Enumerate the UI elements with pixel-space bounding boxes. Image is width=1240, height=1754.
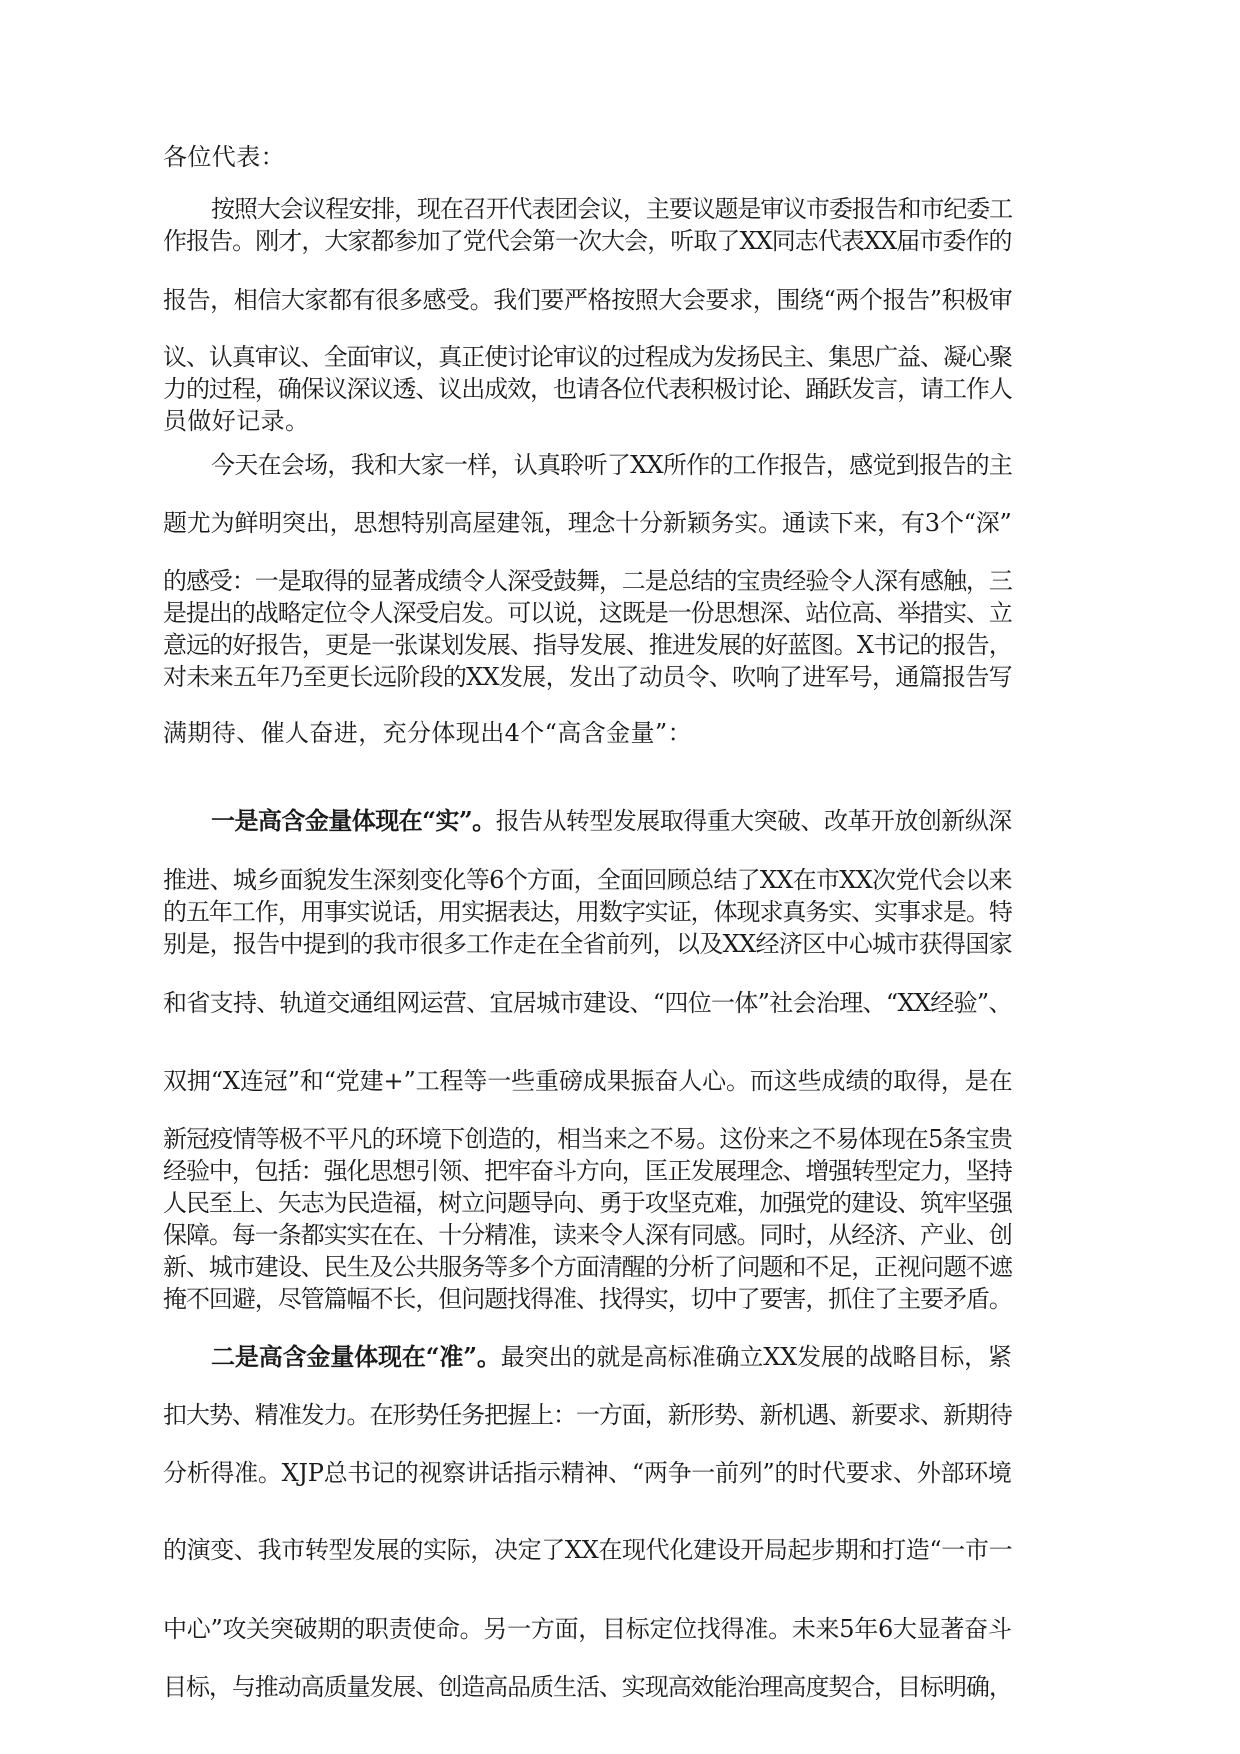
paragraph-3-line: 经验中，包括：强化思想引领、把牢奋斗方向，匡正发展理念、增强转型定力，坚持 — [163, 1157, 1012, 1185]
paragraph-3-line: 推进、城乡面貌发生深刻变化等6个方面，全面回顾总结了XX在市XX次党代会以来 — [163, 866, 1012, 894]
paragraph-4-first-line — [211, 1342, 1012, 1372]
salutation: 各位代表： — [163, 143, 285, 171]
paragraph-2-line: 意远的好报告，更是一张谋划发展、指导发展、推进发展的好蓝图。X书记的报告， — [163, 631, 1012, 659]
paragraph-1-line: 按照大会议程安排，现在召开代表团会议，主要议题是审议市委报告和市纪委工 — [211, 195, 1012, 223]
paragraph-2-line: 题尤为鲜明突出，思想特别高屋建瓴，理念十分新颖务实。通读下来，有3个“深” — [163, 509, 1012, 537]
paragraph-3-line: 新冠疫情等极不平凡的环境下创造的，相当来之不易。这份来之不易体现在5条宝贵 — [163, 1125, 1013, 1153]
paragraph-1-line: 议、认真审议、全面审议，真正使讨论审议的过程成为发扬民主、集思广益、凝心聚 — [163, 343, 1012, 371]
paragraph-1-line: 员做好记录。 — [163, 407, 310, 435]
paragraph-2-line: 满期待、催人奋进，充分体现出4个“高含金量”： — [163, 719, 693, 747]
paragraph-4-lead: 最突出的就是高标准确立XX发展的战略目标，紧 — [500, 1343, 1012, 1371]
paragraph-3-line: 的五年工作，用事实说话，用实据表达，用数字实证，体现求真务实、实事求是。特 — [163, 898, 1012, 926]
paragraph-2-line: 是提出的战略定位令人深受启发。可以说，这既是一份思想深、站位高、举措实、立 — [163, 599, 1012, 627]
paragraph-2-line: 对未来五年乃至更长远阶段的XX发展，发出了动员令、吹响了进军号，通篇报告写 — [163, 663, 1012, 691]
paragraph-3-line: 新、城市建设、民生及公共服务等多个方面清醒的分析了问题和不足，正视问题不遮 — [163, 1253, 1012, 1281]
paragraph-3-first-line — [211, 806, 1012, 836]
paragraph-4-line: 的演变、我市转型发展的实际，决定了XX在现代化建设开局起步期和打造“一市一 — [163, 1536, 1013, 1564]
paragraph-3-lead: 报告从转型发展取得重大突破、改革开放创新纵深 — [495, 807, 1012, 835]
paragraph-4-line: 目标，与推动高质量发展、创造高品质生活、实现高效能治理高度契合，目标明确， — [163, 1673, 1012, 1701]
paragraph-1-line: 力的过程，确保议深议透、议出成效，也请各位代表积极讨论、踊跃发言，请工作人 — [163, 375, 1012, 403]
paragraph-4-line: 扣大势、精准发力。在形势任务把握上：一方面，新形势、新机遇、新要求、新期待 — [163, 1401, 1012, 1429]
paragraph-1-line: 作报告。刚才，大家都参加了党代会第一次大会，听取了XX同志代表XX届市委作的 — [163, 227, 1012, 255]
paragraph-4-line: 中心”攻关突破期的职责使命。另一方面，目标定位找得准。未来5年6大显著奋斗 — [163, 1615, 1012, 1643]
paragraph-2-line: 的感受：一是取得的显著成绩令人深受鼓舞，二是总结的宝贵经验令人深有感触，三 — [163, 567, 1012, 595]
paragraph-3-heading: 一是高含金量体现在“实”。 — [211, 806, 496, 835]
paragraph-3-line: 保障。每一条都实实在在、十分精准，读来令人深有同感。同时，从经济、产业、创 — [163, 1221, 1012, 1249]
paragraph-3-line: 别是，报告中提到的我市很多工作走在全省前列，以及XX经济区中心城市获得国家 — [163, 930, 1012, 958]
paragraph-4-line: 分析得准。XJP总书记的视察讲话指示精神、“两争一前列”的时代要求、外部环境 — [163, 1459, 1012, 1487]
paragraph-4-heading: 二是高含金量体现在“准”。 — [211, 1342, 501, 1371]
paragraph-2-line: 今天在会场，我和大家一样，认真聆听了XX所作的工作报告，感觉到报告的主 — [211, 451, 1013, 479]
paragraph-3-line: 人民至上、矢志为民造福，树立问题导向、勇于攻坚克难，加强党的建设、筑牢坚强 — [163, 1189, 1012, 1217]
paragraph-3-line: 和省支持、轨道交通组网运营、宜居城市建设、“四位一体”社会治理、“XX经验”、 — [163, 989, 1012, 1017]
paragraph-1-line: 报告，相信大家都有很多感受。我们要严格按照大会要求，围绕“两个报告”积极审 — [163, 286, 1013, 314]
paragraph-3-line: 双拥“X连冠”和“党建+”工程等一些重磅成果振奋人心。而这些成绩的取得，是在 — [163, 1067, 1013, 1095]
paragraph-3-line: 掩不回避，尽管篇幅不长，但问题找得准、找得实，切中了要害，抓住了主要矛盾。 — [163, 1285, 1012, 1313]
